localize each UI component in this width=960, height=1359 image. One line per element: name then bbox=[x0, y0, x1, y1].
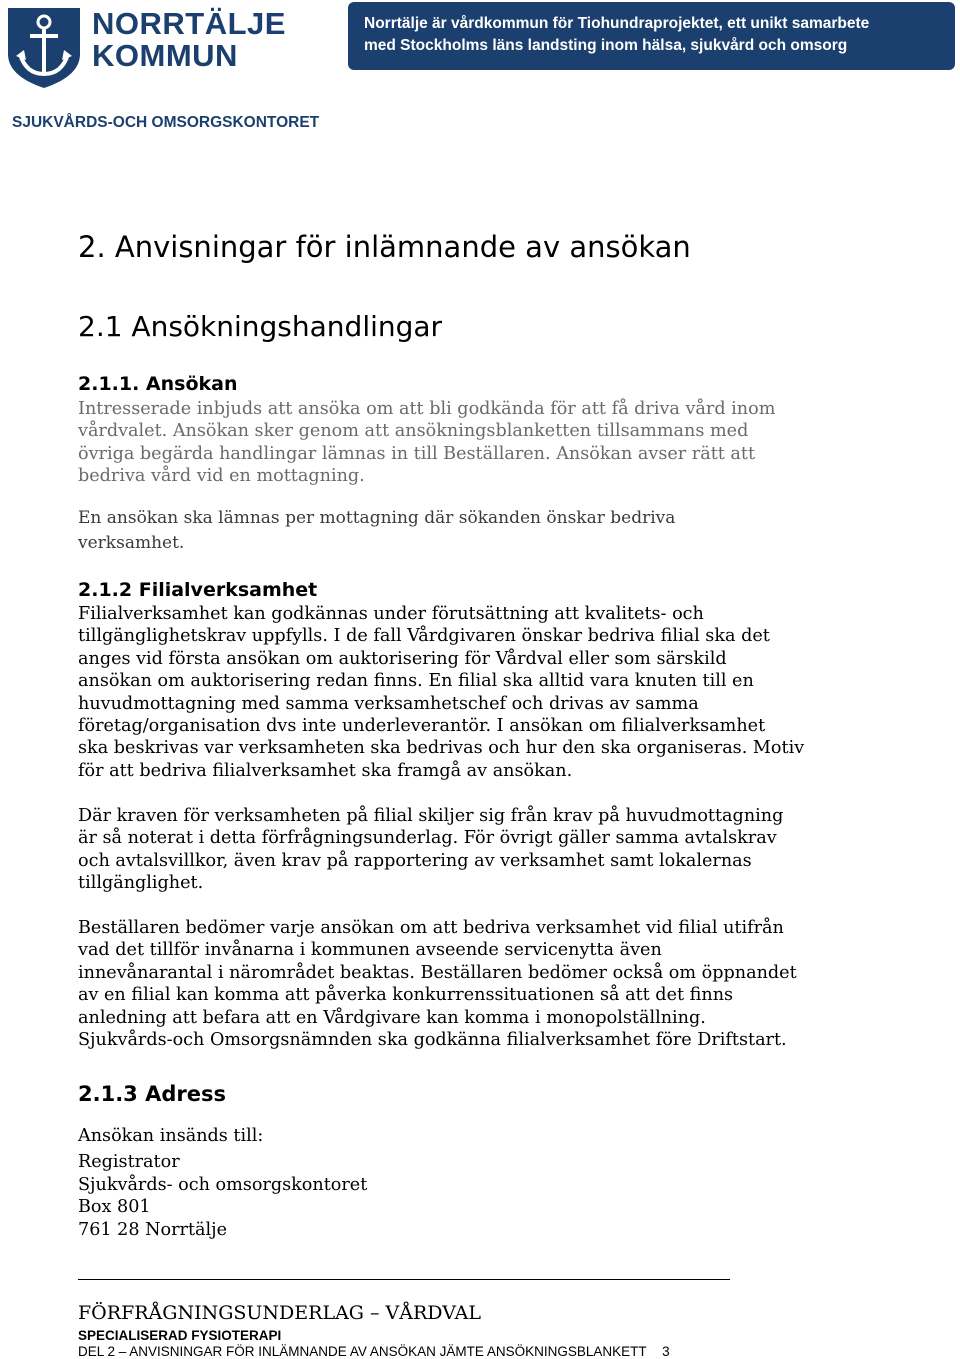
text-line: övriga begärda handlingar lämnas in till Beställaren. Ansökan avser rätt att bbox=[78, 443, 756, 464]
footer-part-line bbox=[78, 1344, 670, 1359]
text-line: innevånarantal i närområdet beaktas. Beställaren bedömer också om öppnandet bbox=[78, 962, 797, 983]
subsection-heading-filial: 2.1.2 Filialverksamhet bbox=[78, 579, 318, 601]
text-line: ansökan om auktorisering redan finns. En filial ska alltid vara knuten till en bbox=[78, 671, 754, 692]
ansokan-paragraph-1 bbox=[78, 398, 798, 488]
text-line: En ansökan ska lämnas per mottagning där sökanden önskar bedriva bbox=[78, 508, 676, 528]
text-line: huvudmottagning med samma verksamhetschef och drivas av samma bbox=[78, 693, 699, 714]
page-number: 3 bbox=[662, 1344, 670, 1359]
address-line: Box 801 bbox=[78, 1197, 151, 1217]
text-line: tillgänglighet. bbox=[78, 873, 204, 894]
norrtalje-logo bbox=[4, 4, 286, 90]
address-line: Registrator bbox=[78, 1152, 180, 1172]
text-line: verksamhet. bbox=[78, 532, 185, 553]
address-line: 761 28 Norrtälje bbox=[78, 1219, 228, 1240]
footer-title: FÖRFRÅGNINGSUNDERLAG – VÅRDVAL bbox=[78, 1302, 481, 1324]
banner-line-2: med Stockholms läns landsting inom hälsa, sjukvård och omsorg bbox=[364, 37, 848, 54]
section-heading-2: 2. Anvisningar för inlämnande av ansökan bbox=[78, 230, 691, 264]
text-line: tillgänglighetskrav uppfylls. I de fall Vårdgivaren önskar bedriva filial ska det bbox=[78, 626, 770, 647]
text-line: vad det tillför invånarna i kommunen avseende servicenytta även bbox=[78, 940, 662, 961]
logo-line-2: KOMMUN bbox=[92, 38, 238, 73]
text-line: för att bedriva filialverksamhet ska framgå av ansökan. bbox=[78, 760, 573, 781]
banner-line-1: Norrtälje är vårdkommun för Tiohundraprojektet, ett unikt samarbete bbox=[364, 15, 870, 32]
footer-divider bbox=[78, 1279, 730, 1280]
logo-line-1: NORRTÄLJE bbox=[92, 6, 286, 41]
section-heading-2-1: 2.1 Ansökningshandlingar bbox=[78, 310, 443, 343]
text-line: är så noterat i detta förfrågningsunderlag. För övrigt gäller samma avtalskrav bbox=[78, 828, 777, 849]
text-line: Filialverksamhet kan godkännas under förutsättning att kvalitets- och bbox=[78, 604, 704, 624]
subsection-heading-ansokan: 2.1.1. Ansökan bbox=[78, 373, 238, 395]
subsection-heading-adress: 2.1.3 Adress bbox=[78, 1082, 226, 1106]
filial-paragraph-3 bbox=[78, 917, 798, 1051]
filial-paragraph-1 bbox=[78, 603, 805, 782]
ansokan-paragraph-2 bbox=[78, 506, 798, 555]
text-line: Sjukvårds-och Omsorgsnämnden ska godkänna filialverksamhet före Driftstart. bbox=[78, 1030, 787, 1051]
logo-wordmark bbox=[92, 8, 286, 72]
address-block bbox=[78, 1151, 367, 1241]
footer-part-title: DEL 2 – ANVISNINGAR FÖR INLÄMNANDE AV ANSÖKAN JÄMTE ANSÖKNINGSBLANKETT bbox=[78, 1344, 647, 1359]
text-line: Intresserade inbjuds att ansöka om att bli godkända för att få driva vård inom bbox=[78, 399, 776, 419]
anchor-shield-icon bbox=[4, 4, 84, 90]
text-line: av en filial kan komma att påverka konkurrenssituationen så att det finns bbox=[78, 985, 734, 1006]
text-line: företag/organisation dvs inte underleverantör. I ansökan om filialverksamhet bbox=[78, 716, 766, 737]
address-line: Sjukvårds- och omsorgskontoret bbox=[78, 1174, 368, 1195]
text-line: Där kraven för verksamheten på filial skiljer sig från krav på huvudmottagning bbox=[78, 806, 784, 826]
text-line: ska beskrivas var verksamheten ska bedrivas och hur den ska organiseras. Motiv bbox=[78, 738, 805, 759]
filial-paragraph-2 bbox=[78, 805, 798, 895]
text-line: Beställaren bedömer varje ansökan om att bedriva verksamhet vid filial utifrån bbox=[78, 918, 784, 938]
text-line: anges vid första ansökan om auktorisering för Vårdval eller som särskild bbox=[78, 648, 727, 669]
text-line: anledning att befara att en Vårdgivare kan komma i monopolställning. bbox=[78, 1007, 706, 1028]
text-line: bedriva vård vid en mottagning. bbox=[78, 466, 365, 487]
header-banner bbox=[348, 2, 955, 70]
text-line: och avtalsvillkor, även krav på rapportering av verksamhet samt lokalernas bbox=[78, 850, 752, 871]
office-name: SJUKVÅRDS-OCH OMSORGSKONTORET bbox=[12, 114, 320, 131]
adress-intro: Ansökan insänds till: bbox=[78, 1126, 264, 1146]
text-line: vårdvalet. Ansökan sker genom att ansökningsblanketten tillsammans med bbox=[78, 421, 749, 442]
footer-subtitle: SPECIALISERAD FYSIOTERAPI bbox=[78, 1328, 282, 1343]
